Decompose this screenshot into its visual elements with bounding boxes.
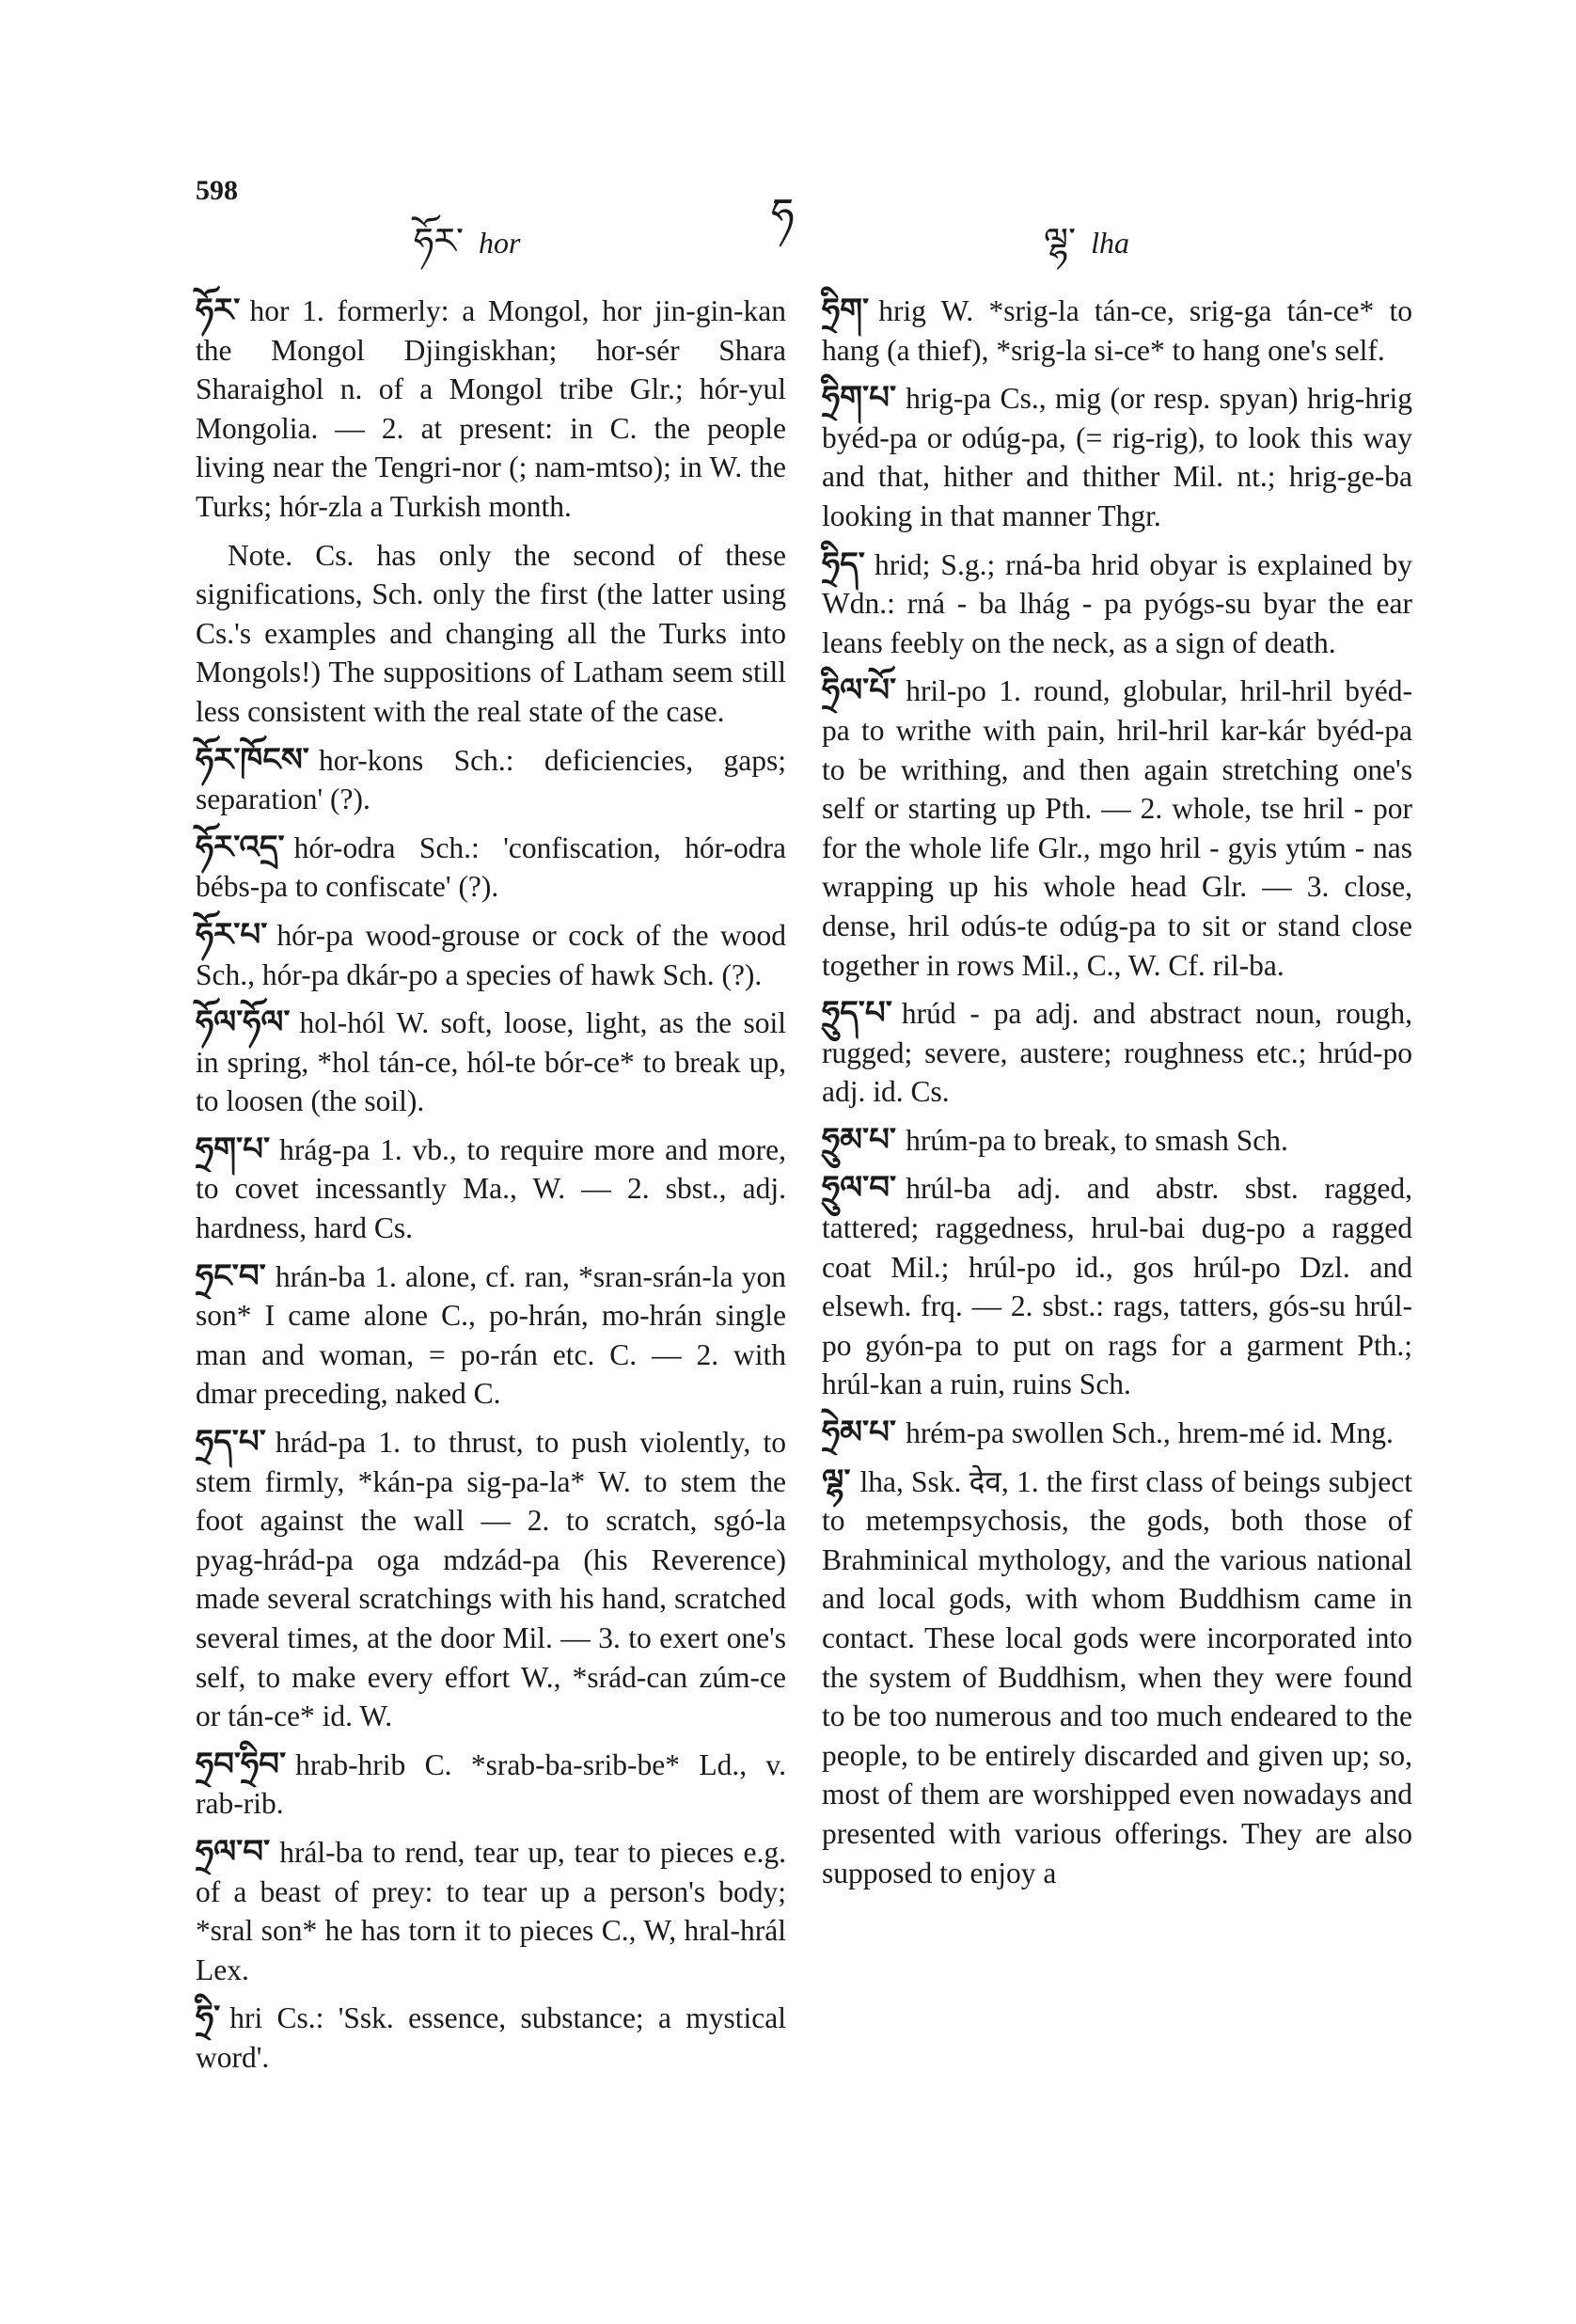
dictionary-entry	[196, 292, 786, 527]
dictionary-entry	[822, 292, 1412, 370]
dictionary-entry	[196, 916, 786, 994]
dictionary-entry	[196, 1833, 786, 1989]
entry-headword-tibetan: ཧྲུལ་བ་	[822, 1171, 897, 1207]
entry-headword-tibetan: ཧོར་པ་	[196, 917, 268, 953]
dictionary-entry	[822, 1414, 1412, 1453]
dictionary-entry	[196, 1130, 786, 1248]
dictionary-entry	[196, 1257, 786, 1414]
dictionary-entry	[822, 379, 1412, 535]
dictionary-entry	[822, 545, 1412, 663]
entry-text: lha, Ssk. देव, 1. the first class of beings subject to metempsychosis, the gods, both those of Brahminical mythology, and the various national and local gods, with whom Buddhism came in contact. These local gods were incorporated into the system of Buddhism, when they were found to be too numerous and too much endeared to the people, to be entirely discarded and given up; so, most of them are worshipped even nowadays and presented with various offerings. They are also supposed to enjoy a	[822, 1464, 1412, 1889]
running-head-right-tibetan: ལྷ་	[1044, 222, 1077, 261]
entry-text: hrúd - pa adj. and abstract noun, rough, rugged; severe, austere; roughness etc.; hrúd-po adj. id. Cs.	[822, 997, 1412, 1109]
dictionary-entry	[822, 1462, 1412, 1893]
entry-headword-tibetan: ཧྲི་	[196, 2000, 221, 2036]
entry-text: hol-hól W. soft, loose, light, as the soil in spring, *hol tán-ce, hól-te bór-ce* to break up, to loosen (the soil).	[196, 1006, 786, 1118]
dictionary-entry	[822, 1169, 1412, 1404]
entry-headword-tibetan: ཧོལ་ཧོལ་	[196, 1005, 291, 1041]
entry-text: hrág-pa 1. vb., to require more and more, to covet incessantly Ma., W. — 2. sbst., adj. hardness, hard Cs.	[196, 1132, 786, 1245]
entry-text: hrál-ba to rend, tear up, tear to pieces e.g. of a beast of prey: to tear up a person's body; *sral son* he has torn it to pieces C., W, hral-hrál Lex.	[196, 1835, 786, 1986]
entry-text: hrúm-pa to break, to smash Sch.	[906, 1123, 1288, 1157]
running-head-left-word: hor	[479, 226, 521, 260]
entry-headword-tibetan: ཧོར་	[196, 293, 241, 328]
right-column	[822, 292, 1412, 1902]
entry-headword-tibetan: ཧྲུམ་པ་	[822, 1122, 897, 1158]
dictionary-note	[196, 536, 786, 732]
entry-text: hril-po 1. round, globular, hril-hril byéd-pa to writhe with pain, hril-hril kar-kár byéd-pa to be writhing, and then again stretching one's self or starting up Pth. — 2. whole, tse hril - por for the whole life Glr., mgo hril - gyis ytúm - nas wrapping up his whole head Glr. — 3. close, dense, hril odús-te odúg-pa to sit or stand close together in rows Mil., C., W. Cf. ril-ba.	[822, 674, 1412, 982]
dictionary-entry	[822, 1121, 1412, 1161]
entry-headword-tibetan: ཧྲེམ་པ་	[822, 1415, 897, 1451]
dictionary-entry	[196, 829, 786, 907]
running-head-right	[1044, 201, 1129, 302]
entry-text: hrid; S.g.; rná-ba hrid obyar is explained by Wdn.: rná - ba lhág - pa pyógs-su byar the ear leans feebly on the neck, as a sign of death.	[822, 547, 1412, 659]
entry-headword-tibetan: ཧྲག་པ་	[196, 1131, 271, 1167]
entry-text: hrig W. *srig-la tán-ce, srig-ga tán-ce* to hang (a thief), *srig-la si-ce* to hang one's self.	[822, 294, 1412, 367]
entry-text: hrúl-ba adj. and abstr. sbst. ragged, tattered; raggedness, hrul-bai dug-po a ragged coat Mil.; hrúl-po id., gos hrúl-po Dzl. and elsewh. frq. — 2. sbst.: rags, tatters, gós-su hrúl-po gyón-pa to put on rags for a garment Pth.; hrúl-kan a ruin, ruins Sch.	[822, 1172, 1412, 1401]
entry-headword-tibetan: ཧྲུད་པ་	[822, 996, 892, 1032]
entry-text: hrig-pa Cs., mig (or resp. spyan) hrig-hrig byéd-pa or odúg-pa, (= rig-rig), to look this way and that, hither and thither Mil. nt.; hrig-ge-ba looking in that manner Thgr.	[822, 382, 1412, 532]
entry-headword-tibetan: ཧྲིག་	[822, 293, 870, 328]
entry-headword-tibetan: ཧོར་འདྲ་	[196, 830, 285, 865]
entry-headword-tibetan: ཧྲབ་ཧྲིབ་	[196, 1747, 287, 1782]
entry-text: hrád-pa 1. to thrust, to push violently, to stem firmly, *kán-pa sig-pa-la* W. to stem the foot against the wall — 2. to scratch, sgó-la pyag-hrád-pa oga mdzád-pa (his Reverence) made several scratchings with his hand, scratched several times, at the door Mil. — 3. to exert one's self, to make every effort W., *srád-can zúm-ce or tán-ce* id. W.	[196, 1426, 786, 1733]
section-letter: ཧ	[771, 191, 795, 237]
entry-headword-tibetan: ཧྲིལ་པོ་	[822, 673, 897, 709]
entry-text: hor 1. formerly: a Mongol, hor jin-gin-kan the Mongol Djingiskhan; hor-sér Shara Sharaighol n. of a Mongol tribe Glr.; hór-yul Mongolia. — 2. at present: in C. the people living near the Tengri-nor (; nam-mtso); in W. the Turks; hór-zla a Turkish month.	[196, 294, 786, 523]
entry-text: Note. Cs. has only the second of these significations, Sch. only the first (the latter using Cs.'s examples and changing all the Turks into Mongols!) The suppositions of Latham seem still less consistent with the real state of the case.	[196, 538, 786, 728]
page-number: 598	[196, 175, 238, 206]
entry-headword-tibetan: ཧྲལ་བ་	[196, 1834, 271, 1870]
entry-headword-tibetan: ཧྲིག་པ་	[822, 381, 897, 417]
entry-headword-tibetan: ཧྲང་བ་	[196, 1258, 266, 1294]
entry-text: hrab-hrib C. *srab-ba-srib-be* Ld., v. rab-rib.	[196, 1747, 786, 1821]
entry-text: hór-odra Sch.: 'confiscation, hór-odra bébs-pa to confiscate' (?).	[196, 830, 786, 904]
entry-text: hri Cs.: 'Ssk. essence, substance; a mystical word'.	[196, 2001, 786, 2074]
entry-text: hor-kons Sch.: deficiencies, gaps; separation' (?).	[196, 743, 786, 816]
entry-text: hór-pa wood-grouse or cock of the wood Sch., hór-pa dkár-po a species of hawk Sch. (?).	[196, 918, 786, 991]
dictionary-entry	[196, 741, 786, 819]
entry-headword-tibetan: ཧྲད་པ་	[196, 1425, 266, 1461]
entry-text: hrán-ba 1. alone, cf. ran, *sran-srán-la yon son* I came alone C., po-hrán, mo-hrán single man and woman, = po-rán etc. C. — 2. with dmar preceding, naked C.	[196, 1259, 786, 1411]
dictionary-entry	[196, 1423, 786, 1736]
running-head-left	[414, 201, 520, 302]
entry-text: hrém-pa swollen Sch., hrem-mé id. Mng.	[906, 1416, 1394, 1450]
left-column	[196, 292, 786, 2087]
entry-headword-tibetan: ཧོར་ཁོངས་	[196, 742, 309, 778]
running-head-right-word: lha	[1091, 226, 1129, 260]
dictionary-entry	[822, 672, 1412, 985]
entry-headword-tibetan: ལྷ་	[822, 1463, 851, 1499]
dictionary-entry	[196, 1746, 786, 1824]
running-head-left-tibetan: ཧོར་	[414, 222, 465, 261]
entry-headword-tibetan: ཧྲིད་	[822, 546, 865, 582]
dictionary-entry	[196, 1004, 786, 1121]
dictionary-entry	[196, 1999, 786, 2077]
dictionary-entry	[822, 994, 1412, 1112]
